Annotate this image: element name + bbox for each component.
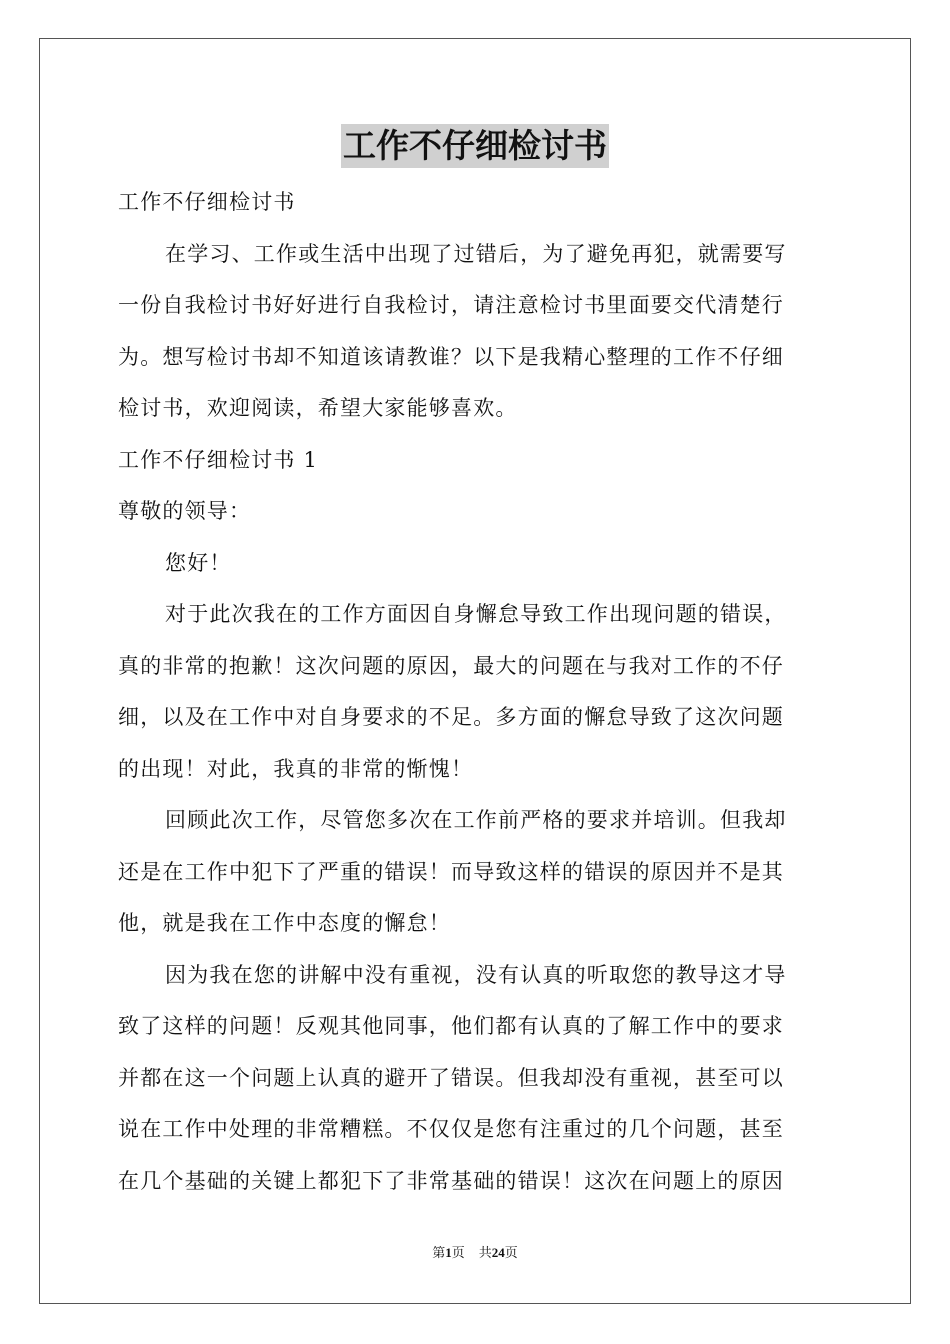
body-line: 细，以及在工作中对自身要求的不足。多方面的懈怠导致了这次问题 xyxy=(118,705,784,729)
total-suffix: 页 xyxy=(504,1245,518,1260)
body-line: 检讨书，欢迎阅读，希望大家能够喜欢。 xyxy=(118,396,518,420)
body-line: 工作不仔细检讨书 1 xyxy=(118,447,319,472)
document-title: 工作不仔细检讨书 xyxy=(341,124,609,168)
page-total: 24 xyxy=(491,1245,505,1260)
body-line: 回顾此次工作，尽管您多次在工作前严格的要求并培训。但我却 xyxy=(165,808,787,832)
body-line: 您好！ xyxy=(165,550,232,575)
body-line: 对于此次我在的工作方面因自身懈怠导致工作出现问题的错误， xyxy=(165,602,787,626)
total-prefix: 共 xyxy=(478,1245,492,1260)
body-line: 他，就是我在工作中态度的懈怠！ xyxy=(118,911,451,935)
body-line: 一份自我检讨书好好进行自我检讨，请注意检讨书里面要交代清楚行 xyxy=(118,293,784,317)
body-line: 在几个基础的关键上都犯下了非常基础的错误！这次在问题上的原因 xyxy=(118,1168,784,1193)
page-current: 1 xyxy=(445,1245,452,1260)
body-line: 说在工作中处理的非常糟糕。不仅仅是您有注重过的几个问题，甚至 xyxy=(118,1117,784,1141)
body-line: 尊敬的领导： xyxy=(118,499,252,523)
page-footer xyxy=(0,1244,950,1262)
page-prefix: 第 xyxy=(432,1245,446,1260)
body-line: 工作不仔细检讨书 xyxy=(118,190,296,214)
body-line: 为。想写检讨书却不知道该请教谁？以下是我精心整理的工作不仔细 xyxy=(118,344,784,369)
body-line: 因为我在您的讲解中没有重视，没有认真的听取您的教导这才导 xyxy=(165,962,787,987)
document-body xyxy=(118,177,834,1207)
body-line: 的出现！对此，我真的非常的惭愧！ xyxy=(118,756,474,781)
body-line: 真的非常的抱歉！这次问题的原因，最大的问题在与我对工作的不仔 xyxy=(118,653,784,678)
body-line: 并都在这一个问题上认真的避开了错误。但我却没有重视，甚至可以 xyxy=(118,1065,784,1090)
page-suffix: 页 xyxy=(451,1245,465,1260)
body-line: 还是在工作中犯下了严重的错误！而导致这样的错误的原因并不是其 xyxy=(118,859,784,884)
title-area xyxy=(0,124,950,168)
body-line: 致了这样的问题！反观其他同事，他们都有认真的了解工作中的要求 xyxy=(118,1014,784,1038)
body-line: 在学习、工作或生活中出现了过错后，为了避免再犯，就需要写 xyxy=(165,241,787,266)
